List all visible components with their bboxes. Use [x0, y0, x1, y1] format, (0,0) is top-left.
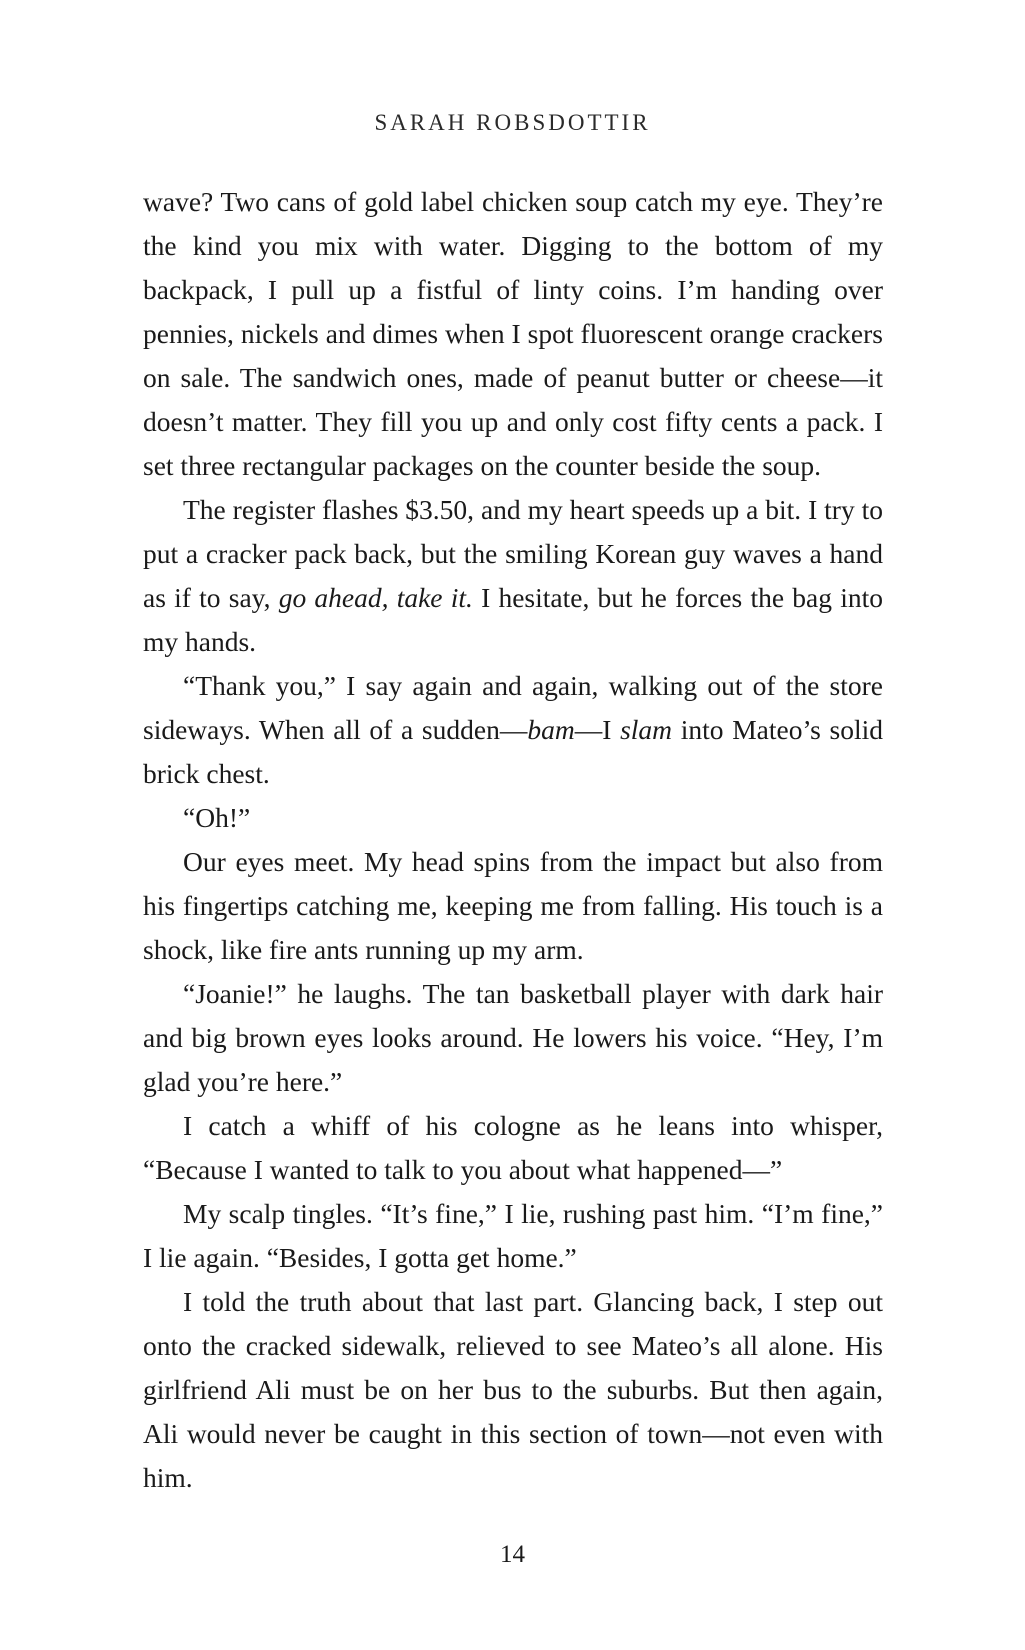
paragraph-2-italic: go ahead, take it.	[278, 582, 473, 613]
paragraph-2-text-a: The register flashes $3.50, and my heart speeds up a bit. I try to put a cracker pack back, but the smiling Korean guy waves a hand as if to say,	[143, 494, 883, 613]
paragraph-3-text-c: into Mateo’s solid brick chest.	[143, 714, 883, 789]
body-text	[143, 180, 883, 1500]
paragraph-8: My scalp tingles. “It’s fine,” I lie, rushing past him. “I’m fine,” I lie again. “Besides, I gotta get home.”	[143, 1198, 883, 1273]
paragraph-3	[143, 664, 883, 796]
paragraph-1: wave? Two cans of gold label chicken soup catch my eye. They’re the kind you mix with water. Digging to the bottom of my backpack, I pull up a fistful of linty coins. I’m handing over pennies, nickels and dimes when I spot fluorescent orange crackers on sale. The sandwich ones, made of peanut butter or cheese—it doesn’t matter. They fill you up and only cost fifty cents a pack. I set three rectangular packages on the counter beside the soup.	[143, 186, 883, 481]
paragraph-7: I catch a whiff of his cologne as he leans into whisper, “Because I wanted to talk to you about what happened—”	[143, 1110, 883, 1185]
page-number: 14	[500, 1541, 525, 1568]
paragraph-5: Our eyes meet. My head spins from the impact but also from his fingertips catching me, keeping me from falling. His touch is a shock, like fire ants running up my arm.	[143, 846, 883, 965]
paragraph-3-text-b: —I	[574, 714, 621, 745]
paragraph-9: I told the truth about that last part. Glancing back, I step out onto the cracked sidewalk, relieved to see Mateo’s all alone. His girlfriend Ali must be on her bus to the suburbs. But then again, Ali would never be caught in this section of town—not even with him.	[143, 1286, 883, 1493]
paragraph-2-text-b: I hesitate, but he forces the bag into my hands.	[143, 582, 883, 657]
paragraph-3-italic-slam: slam	[620, 714, 673, 745]
paragraph-2	[143, 488, 883, 664]
paragraph-6: “Joanie!” he laughs. The tan basketball player with dark hair and big brown eyes looks around. He lowers his voice. “Hey, I’m glad you’re here.”	[143, 978, 883, 1097]
paragraph-4: “Oh!”	[183, 802, 251, 833]
running-head: SARAH ROBSDOTTIR	[374, 110, 651, 135]
paragraph-3-text-a: “Thank you,” I say again and again, walking out of the store sideways. When all of a sudden—	[143, 670, 883, 745]
paragraph-3-italic-bam: bam	[527, 714, 575, 745]
